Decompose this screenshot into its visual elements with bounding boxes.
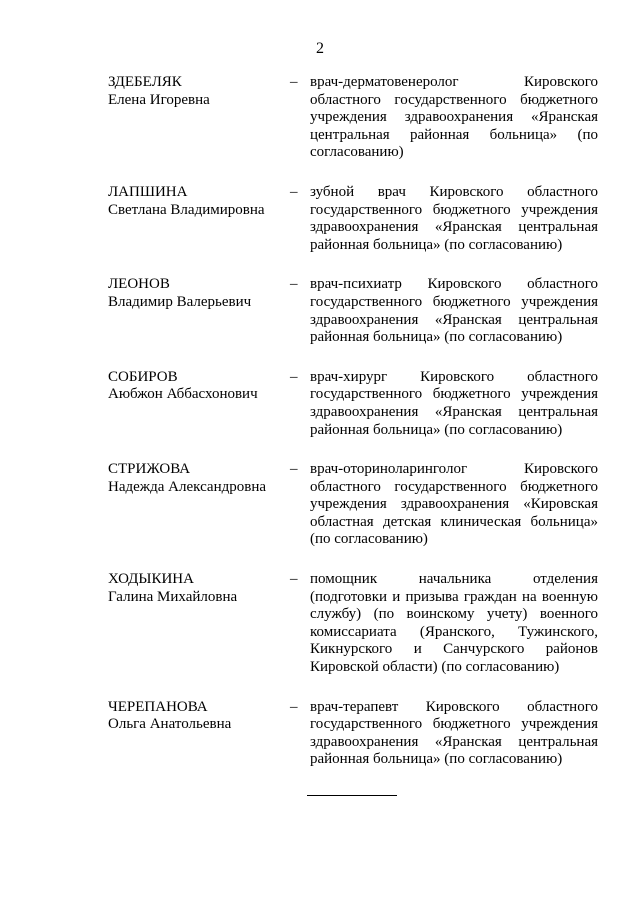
list-item (108, 369, 598, 439)
dash-separator: – (290, 698, 298, 715)
person-name (108, 369, 290, 439)
person-name (108, 74, 290, 162)
person-given-names: Надежда Александровна (108, 478, 266, 495)
list-item (108, 461, 598, 549)
person-name (108, 461, 290, 549)
person-position: помощник начальника отделения (подготовки и призыва граждан на военную службу) (по воинскому учету) военного комиссариата (Яранского, Тужинского, Кикнурского и Санчурского районов Кировской области) (по согласованию) (310, 571, 598, 676)
person-position: зубной врач Кировского областного государственного бюджетного учреждения здравоохранения «Яранская центральная районная больница» (по согласованию) (310, 183, 598, 253)
person-name (108, 276, 290, 346)
person-surname: СОБИРОВ (108, 368, 178, 385)
person-given-names: Елена Игоревна (108, 91, 210, 108)
member-list (108, 74, 598, 769)
dash-separator: – (290, 183, 298, 200)
list-item (108, 276, 598, 346)
dash-separator: – (290, 571, 298, 588)
dash-separator: – (290, 461, 298, 478)
person-position: врач-дерматовенеролог Кировского областного государственного бюджетного учреждения здравоохранения «Яранская центральная районная больница» (по согласованию) (310, 74, 598, 161)
dash-separator: – (290, 276, 298, 293)
person-surname: ХОДЫКИНА (108, 571, 194, 588)
person-position: врач-хирург Кировского областного государственного бюджетного учреждения здравоохранения «Яранская центральная районная больница» (по согласованию) (310, 368, 598, 438)
person-given-names: Ольга Анатольевна (108, 716, 232, 733)
person-name (108, 571, 290, 677)
person-given-names: Владимир Валерьевич (108, 293, 252, 310)
person-surname: ЧЕРЕПАНОВА (108, 698, 208, 715)
list-item (108, 74, 598, 162)
closing-rule (307, 795, 397, 796)
person-given-names: Светлана Владимировна (108, 201, 265, 218)
person-given-names: Галина Михайловна (108, 588, 238, 605)
person-name (108, 699, 290, 769)
person-position: врач-оториноларинголог Кировского областного государственного бюджетного учреждения здравоохранения «Кировская областная детская клиническая больница» (по согласованию) (310, 461, 598, 548)
list-item (108, 184, 598, 254)
list-item (108, 571, 598, 677)
person-surname: СТРИЖОВА (108, 461, 191, 478)
list-item (108, 699, 598, 769)
person-name (108, 184, 290, 254)
dash-separator: – (290, 368, 298, 385)
page-number: 2 (316, 40, 324, 57)
dash-separator: – (290, 74, 298, 90)
person-position: врач-терапевт Кировского областного государственного бюджетного учреждения здравоохранения «Яранская центральная районная больница» (по согласованию) (310, 698, 598, 768)
person-surname: ЗДЕБЕЛЯК (108, 74, 182, 90)
person-surname: ЛАПШИНА (108, 183, 188, 200)
person-position: врач-психиатр Кировского областного государственного бюджетного учреждения здравоохранения «Яранская центральная районная больница» (по согласованию) (310, 276, 598, 346)
person-surname: ЛЕОНОВ (108, 276, 170, 293)
person-given-names: Аюбжон Аббасхонович (108, 386, 258, 403)
